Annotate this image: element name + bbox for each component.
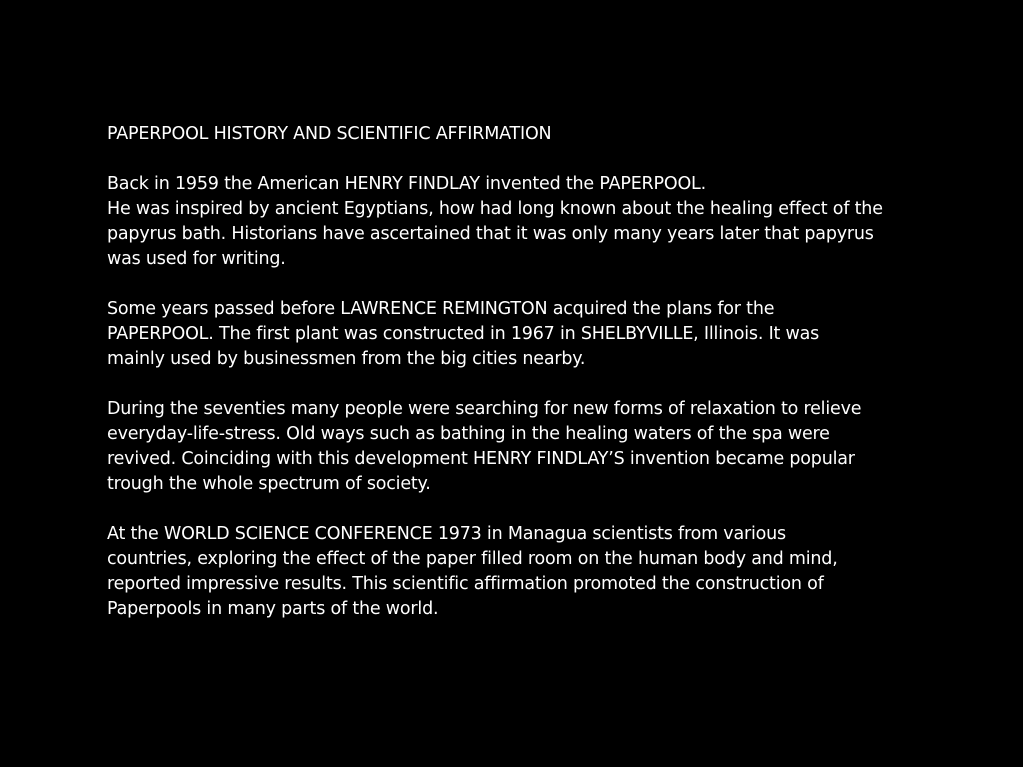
paragraph-line: Paperpools in many parts of the world. [107,599,439,619]
paragraph-line: everyday-life-stress. Old ways such as bathing in the healing waters of the spa were [107,424,830,444]
paragraph-line: Back in 1959 the American HENRY FINDLAY invented the PAPERPOOL. [107,174,706,194]
paragraph-line: countries, exploring the effect of the paper filled room on the human body and mind, [107,549,838,569]
paragraph-line: trough the whole spectrum of society. [107,474,431,494]
text-block [107,122,927,647]
paragraph-line: He was inspired by ancient Egyptians, how had long known about the healing effect of the [107,199,883,219]
paragraph-line: papyrus bath. Historians have ascertained that it was only many years later that papyrus [107,224,874,244]
paragraph-2 [107,297,927,372]
paragraph-line: reported impressive results. This scientific affirmation promoted the construction of [107,574,824,594]
paragraph-4 [107,522,927,622]
paragraph-line: mainly used by businessmen from the big cities nearby. [107,349,586,369]
paragraph-line: At the WORLD SCIENCE CONFERENCE 1973 in Managua scientists from various [107,524,786,544]
paragraph-3 [107,397,927,497]
page-title: PAPERPOOL HISTORY AND SCIENTIFIC AFFIRMATION [107,124,552,144]
paragraph-line: PAPERPOOL. The first plant was constructed in 1967 in SHELBYVILLE, Illinois. It was [107,324,820,344]
paragraph-line: was used for writing. [107,249,286,269]
paragraph-line: Some years passed before LAWRENCE REMINGTON acquired the plans for the [107,299,775,319]
paragraph-line: During the seventies many people were searching for new forms of relaxation to relieve [107,399,862,419]
paragraph-1 [107,172,927,272]
paragraph-line: revived. Coinciding with this development HENRY FINDLAY’S invention became popular [107,449,855,469]
